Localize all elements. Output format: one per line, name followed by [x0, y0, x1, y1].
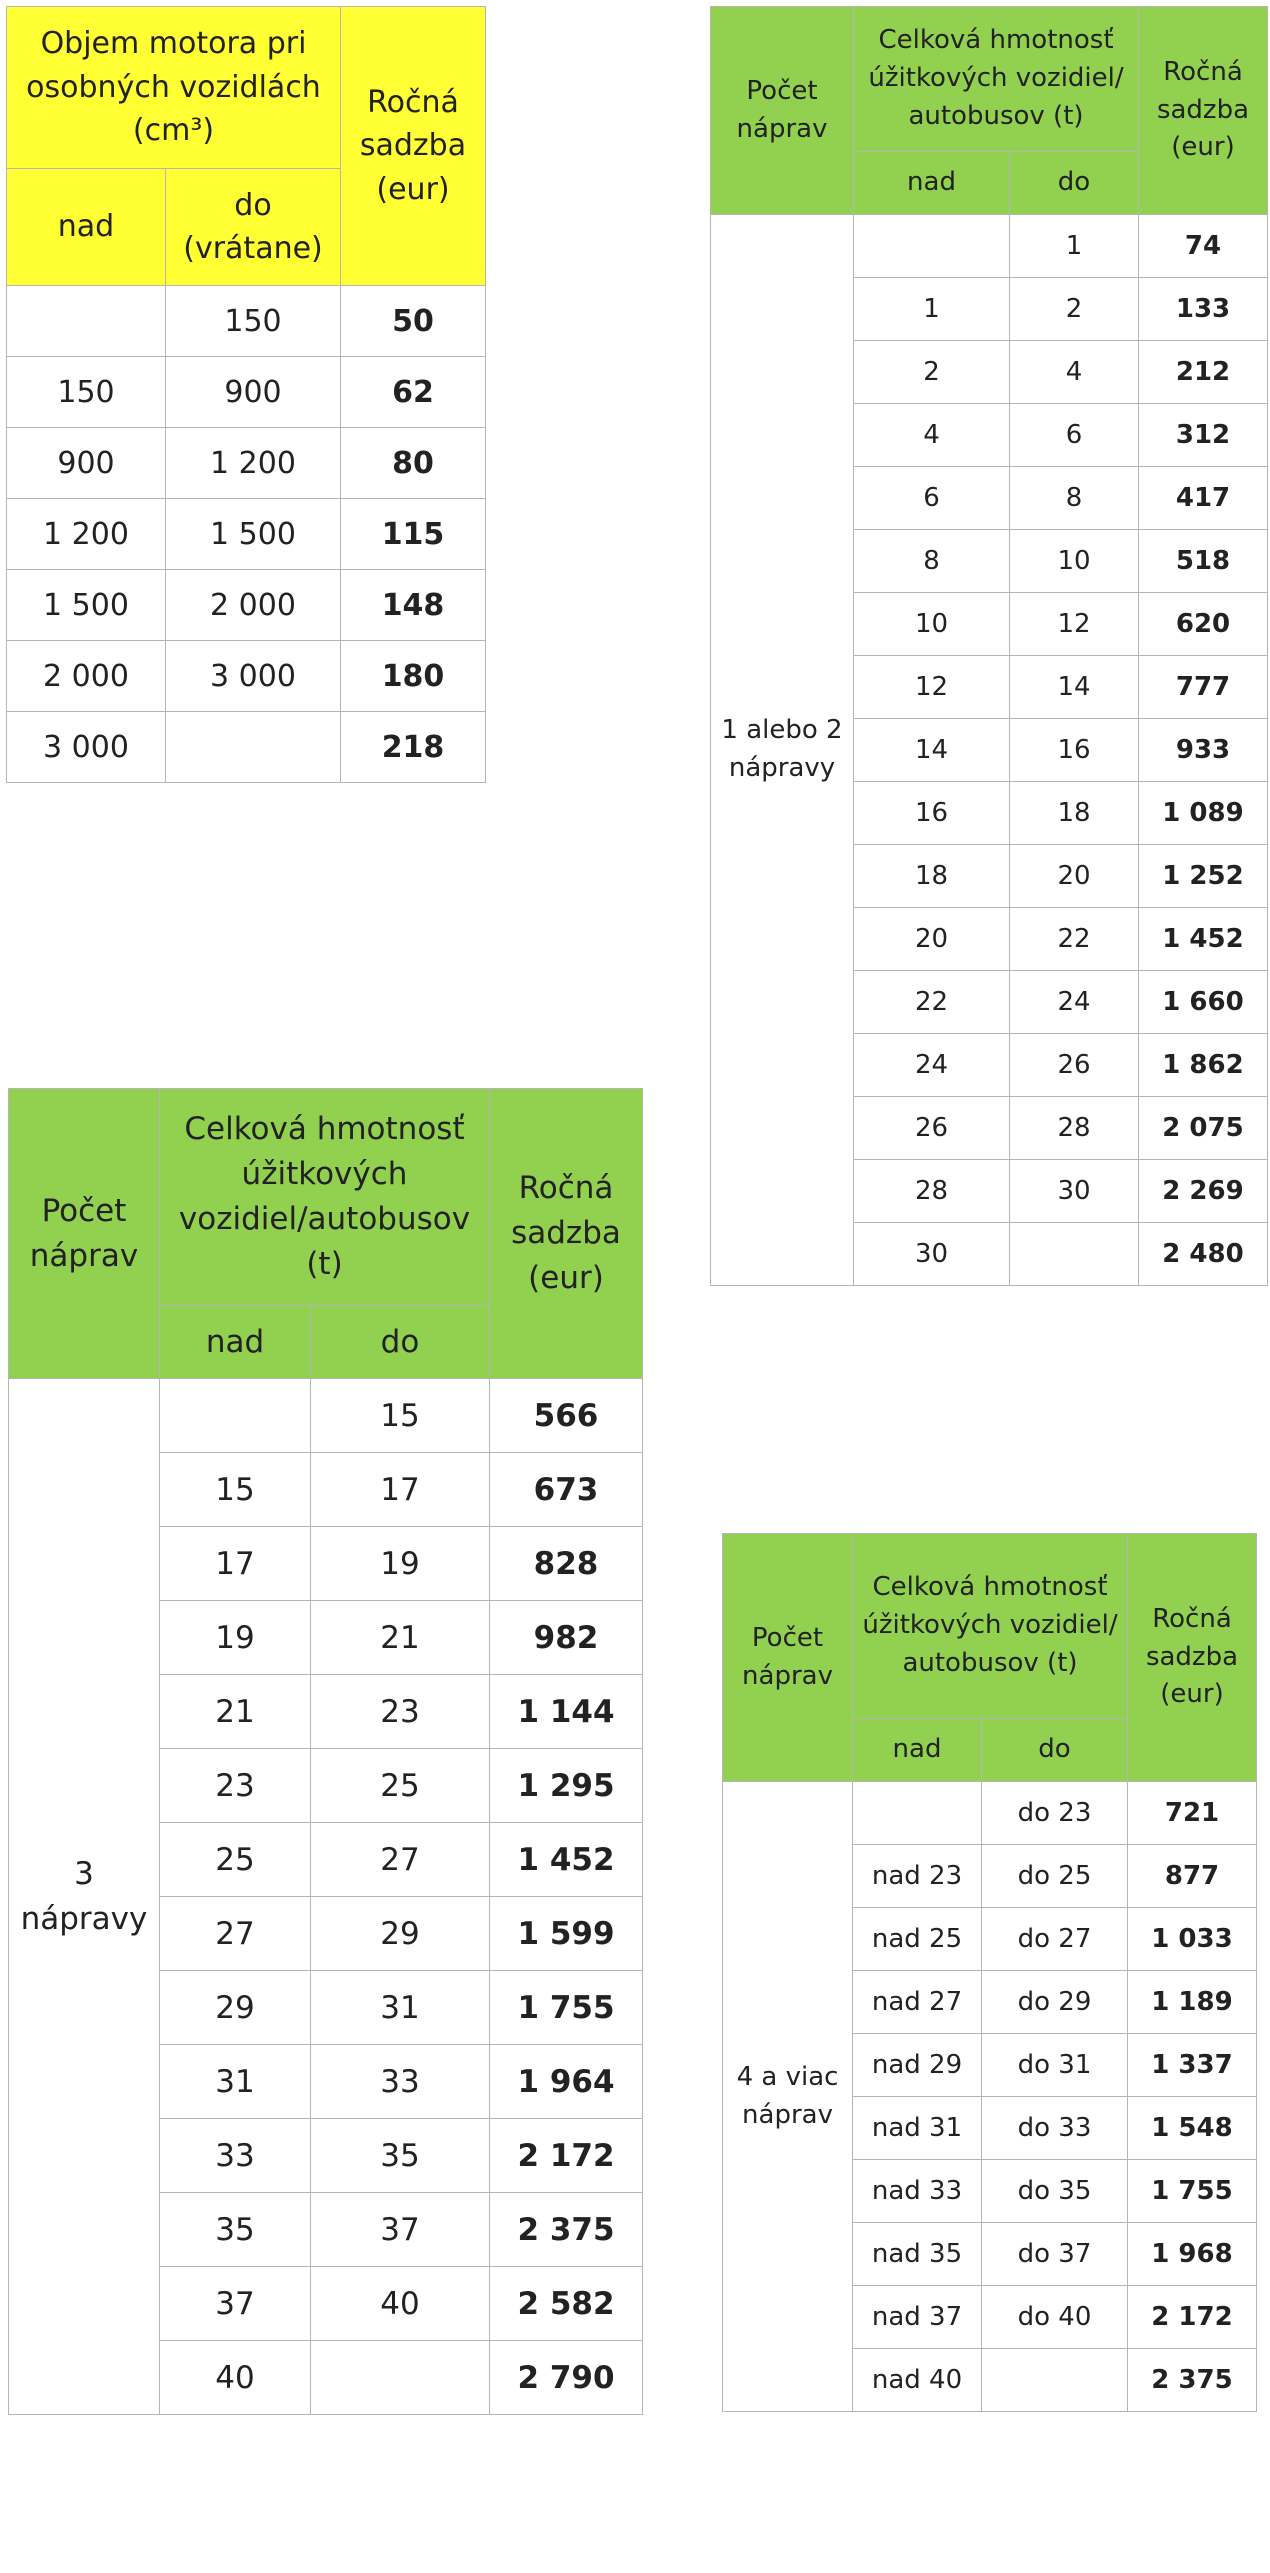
weight-to-cell: 1 500	[166, 499, 341, 570]
annual-rate-cell: 1 660	[1139, 971, 1268, 1034]
to-inclusive-header: do (vrátane)	[166, 169, 341, 286]
weight-to-cell: 40	[311, 2267, 490, 2341]
weight-to-cell: 33	[311, 2045, 490, 2119]
annual-rate-cell: 2 172	[1128, 2286, 1257, 2349]
annual-rate-cell: 2 172	[490, 2119, 643, 2193]
weight-from-cell: 1	[854, 278, 1010, 341]
axle-count-header: Počet náprav	[9, 1089, 160, 1379]
weight-from-cell: 33	[160, 2119, 311, 2193]
weight-to-cell	[311, 2341, 490, 2415]
weight-from-cell: 900	[7, 428, 166, 499]
weight-to-cell: 37	[311, 2193, 490, 2267]
axle-group-label: 3 nápravy	[9, 1379, 160, 2415]
annual-rate-cell: 1 968	[1128, 2223, 1257, 2286]
annual-rate-cell: 1 189	[1128, 1971, 1257, 2034]
weight-to-cell: 6	[1010, 404, 1139, 467]
annual-rate-cell: 2 790	[490, 2341, 643, 2415]
weight-from-cell: 29	[160, 1971, 311, 2045]
table-row	[7, 357, 486, 428]
weight-to-cell: 2 000	[166, 570, 341, 641]
weight-from-cell: 18	[854, 845, 1010, 908]
weight-from-cell: 22	[854, 971, 1010, 1034]
axle-group-label: 1 alebo 2 nápravy	[711, 215, 854, 1286]
weight-from-cell: 16	[854, 782, 1010, 845]
annual-rate-cell: 2 269	[1139, 1160, 1268, 1223]
weight-to-cell: 2	[1010, 278, 1139, 341]
weight-to-cell	[1010, 1223, 1139, 1286]
weight-to-cell: do 25	[982, 1845, 1128, 1908]
annual-rate-cell: 2 375	[1128, 2349, 1257, 2412]
weight-from-cell: nad 23	[853, 1845, 982, 1908]
annual-rate-cell: 1 033	[1128, 1908, 1257, 1971]
annual-rate-cell: 80	[341, 428, 486, 499]
weight-to-cell: 31	[311, 1971, 490, 2045]
engine-table-body	[7, 286, 486, 783]
table-row	[9, 1379, 643, 1453]
weight-to-cell: do 35	[982, 2160, 1128, 2223]
axle-group-label: 4 a viac náprav	[723, 1782, 853, 2412]
annual-rate-cell: 2 075	[1139, 1097, 1268, 1160]
weight-from-cell	[160, 1379, 311, 1453]
axle-3-table-body	[9, 1379, 643, 2415]
weight-from-cell: 25	[160, 1823, 311, 1897]
annual-rate-cell: 1 862	[1139, 1034, 1268, 1097]
to-header: do	[1010, 152, 1139, 215]
weight-to-cell: 18	[1010, 782, 1139, 845]
weight-from-cell	[7, 286, 166, 357]
weight-to-cell: 10	[1010, 530, 1139, 593]
annual-rate-header: Ročná sadzba (eur)	[1139, 7, 1268, 215]
total-weight-header: Celková hmotnosť úžitkových vozidiel/ autobusov (t)	[853, 1534, 1128, 1719]
weight-to-cell: 23	[311, 1675, 490, 1749]
annual-rate-cell: 74	[1139, 215, 1268, 278]
table-row	[7, 641, 486, 712]
weight-from-cell: nad 37	[853, 2286, 982, 2349]
weight-from-cell: 20	[854, 908, 1010, 971]
weight-from-cell: nad 40	[853, 2349, 982, 2412]
weight-to-cell: 26	[1010, 1034, 1139, 1097]
annual-rate-header: Ročná sadzba (eur)	[1128, 1534, 1257, 1782]
engine-capacity-table	[6, 6, 486, 783]
weight-to-cell: 150	[166, 286, 341, 357]
weight-to-cell: 15	[311, 1379, 490, 1453]
annual-rate-cell: 115	[341, 499, 486, 570]
from-header: nad	[853, 1719, 982, 1782]
axle-4-plus-table	[722, 1533, 1257, 2412]
annual-rate-cell: 877	[1128, 1845, 1257, 1908]
annual-rate-cell: 2 480	[1139, 1223, 1268, 1286]
annual-rate-cell: 673	[490, 1453, 643, 1527]
weight-to-cell: 8	[1010, 467, 1139, 530]
weight-from-cell: nad 35	[853, 2223, 982, 2286]
weight-from-cell: 3 000	[7, 712, 166, 783]
weight-to-cell: 30	[1010, 1160, 1139, 1223]
axle-4-plus-table-body	[723, 1782, 1257, 2412]
weight-to-cell: 17	[311, 1453, 490, 1527]
from-header: nad	[7, 169, 166, 286]
annual-rate-cell: 620	[1139, 593, 1268, 656]
annual-rate-cell: 218	[341, 712, 486, 783]
weight-from-cell: 2	[854, 341, 1010, 404]
weight-from-cell: 23	[160, 1749, 311, 1823]
weight-to-cell: 19	[311, 1527, 490, 1601]
axle-count-header: Počet náprav	[711, 7, 854, 215]
weight-from-cell: nad 27	[853, 1971, 982, 2034]
weight-from-cell: 31	[160, 2045, 311, 2119]
axle-1-2-table	[710, 6, 1268, 1286]
weight-from-cell: 37	[160, 2267, 311, 2341]
weight-from-cell: 8	[854, 530, 1010, 593]
table-row	[7, 712, 486, 783]
axle-count-header: Počet náprav	[723, 1534, 853, 1782]
annual-rate-cell: 1 295	[490, 1749, 643, 1823]
weight-to-cell: 900	[166, 357, 341, 428]
weight-from-cell	[853, 1782, 982, 1845]
annual-rate-cell: 828	[490, 1527, 643, 1601]
annual-rate-cell: 1 337	[1128, 2034, 1257, 2097]
annual-rate-cell: 50	[341, 286, 486, 357]
axle-1-2-table-body	[711, 215, 1268, 1286]
weight-from-cell: 10	[854, 593, 1010, 656]
annual-rate-cell: 1 252	[1139, 845, 1268, 908]
annual-rate-cell: 180	[341, 641, 486, 712]
weight-from-cell: 40	[160, 2341, 311, 2415]
table-row	[7, 499, 486, 570]
total-weight-header: Celková hmotnosť úžitkových vozidiel/ autobusov (t)	[854, 7, 1139, 152]
weight-from-cell: 6	[854, 467, 1010, 530]
weight-from-cell	[854, 215, 1010, 278]
annual-rate-cell: 1 755	[490, 1971, 643, 2045]
weight-to-cell	[982, 2349, 1128, 2412]
from-header: nad	[854, 152, 1010, 215]
table-row	[723, 1782, 1257, 1845]
weight-to-cell: do 31	[982, 2034, 1128, 2097]
annual-rate-cell: 62	[341, 357, 486, 428]
weight-from-cell: 15	[160, 1453, 311, 1527]
from-header: nad	[160, 1306, 311, 1379]
weight-from-cell: 14	[854, 719, 1010, 782]
weight-to-cell	[166, 712, 341, 783]
weight-to-cell: do 37	[982, 2223, 1128, 2286]
weight-from-cell: 2 000	[7, 641, 166, 712]
weight-to-cell: do 23	[982, 1782, 1128, 1845]
weight-to-cell: 24	[1010, 971, 1139, 1034]
weight-to-cell: 27	[311, 1823, 490, 1897]
weight-from-cell: 26	[854, 1097, 1010, 1160]
annual-rate-cell: 1 964	[490, 2045, 643, 2119]
weight-to-cell: 1 200	[166, 428, 341, 499]
annual-rate-cell: 148	[341, 570, 486, 641]
annual-rate-cell: 1 452	[1139, 908, 1268, 971]
weight-from-cell: 24	[854, 1034, 1010, 1097]
annual-rate-cell: 1 452	[490, 1823, 643, 1897]
weight-to-cell: do 33	[982, 2097, 1128, 2160]
axle-3-table	[8, 1088, 643, 2415]
weight-from-cell: 19	[160, 1601, 311, 1675]
weight-from-cell: 4	[854, 404, 1010, 467]
annual-rate-cell: 518	[1139, 530, 1268, 593]
weight-from-cell: nad 29	[853, 2034, 982, 2097]
weight-from-cell: 1 500	[7, 570, 166, 641]
annual-rate-header: Ročná sadzba (eur)	[490, 1089, 643, 1379]
weight-to-cell: do 40	[982, 2286, 1128, 2349]
annual-rate-cell: 933	[1139, 719, 1268, 782]
weight-from-cell: nad 33	[853, 2160, 982, 2223]
annual-rate-cell: 982	[490, 1601, 643, 1675]
annual-rate-header: Ročná sadzba (eur)	[341, 7, 486, 286]
weight-to-cell: 16	[1010, 719, 1139, 782]
weight-from-cell: 17	[160, 1527, 311, 1601]
weight-from-cell: 21	[160, 1675, 311, 1749]
weight-to-cell: do 27	[982, 1908, 1128, 1971]
total-weight-header: Celková hmotnosť úžitkových vozidiel/autobusov (t)	[160, 1089, 490, 1306]
annual-rate-cell: 2 582	[490, 2267, 643, 2341]
weight-from-cell: 28	[854, 1160, 1010, 1223]
weight-from-cell: 27	[160, 1897, 311, 1971]
weight-from-cell: 30	[854, 1223, 1010, 1286]
annual-rate-cell: 1 144	[490, 1675, 643, 1749]
table-row	[7, 286, 486, 357]
annual-rate-cell: 2 375	[490, 2193, 643, 2267]
annual-rate-cell: 312	[1139, 404, 1268, 467]
table-row	[711, 215, 1268, 278]
to-header: do	[311, 1306, 490, 1379]
annual-rate-cell: 1 089	[1139, 782, 1268, 845]
weight-to-cell: 21	[311, 1601, 490, 1675]
table-row	[7, 428, 486, 499]
annual-rate-cell: 1 548	[1128, 2097, 1257, 2160]
weight-from-cell: 150	[7, 357, 166, 428]
weight-from-cell: 35	[160, 2193, 311, 2267]
annual-rate-cell: 777	[1139, 656, 1268, 719]
weight-to-cell: 35	[311, 2119, 490, 2193]
weight-from-cell: nad 25	[853, 1908, 982, 1971]
weight-to-cell: 14	[1010, 656, 1139, 719]
weight-to-cell: 20	[1010, 845, 1139, 908]
weight-from-cell: 12	[854, 656, 1010, 719]
engine-capacity-header: Objem motora pri osobných vozidlách (cm³)	[7, 7, 341, 169]
weight-from-cell: 1 200	[7, 499, 166, 570]
weight-to-cell: 1	[1010, 215, 1139, 278]
weight-from-cell: nad 31	[853, 2097, 982, 2160]
annual-rate-cell: 566	[490, 1379, 643, 1453]
annual-rate-cell: 417	[1139, 467, 1268, 530]
annual-rate-cell: 1 599	[490, 1897, 643, 1971]
table-row	[7, 570, 486, 641]
annual-rate-cell: 1 755	[1128, 2160, 1257, 2223]
weight-to-cell: 3 000	[166, 641, 341, 712]
weight-to-cell: 28	[1010, 1097, 1139, 1160]
weight-to-cell: 29	[311, 1897, 490, 1971]
weight-to-cell: 12	[1010, 593, 1139, 656]
weight-to-cell: do 29	[982, 1971, 1128, 2034]
annual-rate-cell: 133	[1139, 278, 1268, 341]
weight-to-cell: 4	[1010, 341, 1139, 404]
annual-rate-cell: 721	[1128, 1782, 1257, 1845]
weight-to-cell: 22	[1010, 908, 1139, 971]
weight-to-cell: 25	[311, 1749, 490, 1823]
to-header: do	[982, 1719, 1128, 1782]
annual-rate-cell: 212	[1139, 341, 1268, 404]
